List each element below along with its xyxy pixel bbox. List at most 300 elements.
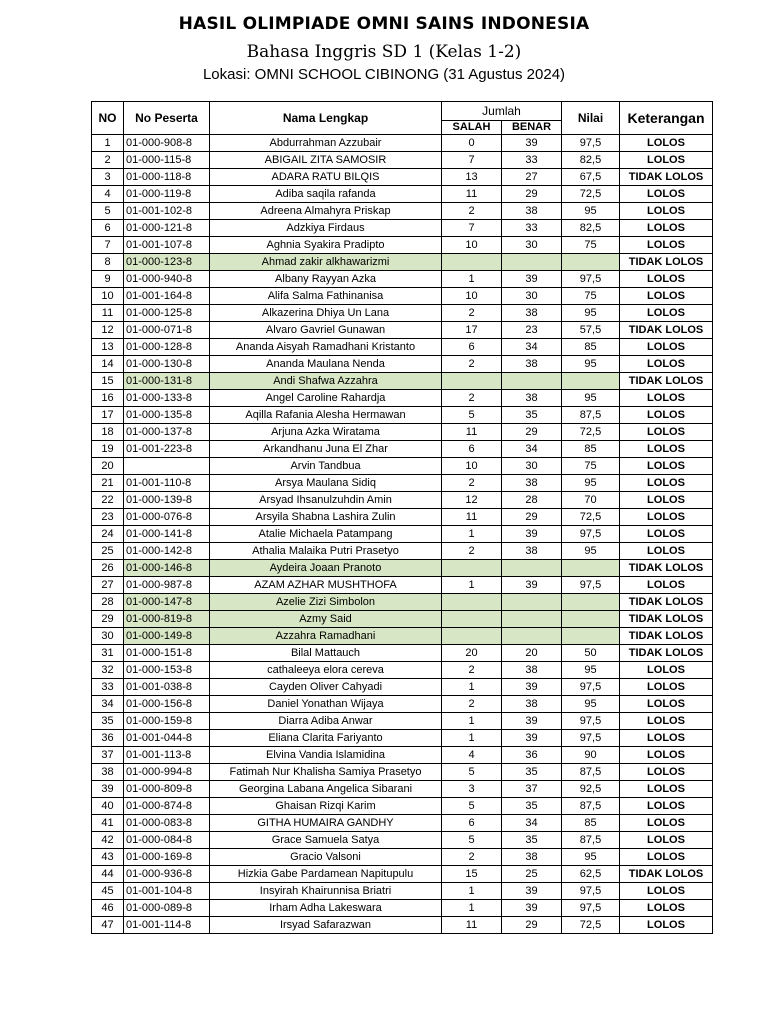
cell-no: 40 <box>92 798 124 815</box>
table-row <box>92 220 713 237</box>
cell-keterangan: LOLOS <box>620 492 713 509</box>
cell-salah: 4 <box>442 747 502 764</box>
cell-no-peserta: 01-001-114-8 <box>124 917 210 934</box>
cell-no-peserta: 01-000-076-8 <box>124 509 210 526</box>
cell-salah: 5 <box>442 764 502 781</box>
cell-benar: 38 <box>502 356 562 373</box>
cell-nama-lengkap: Alkazerina Dhiya Un Lana <box>210 305 442 322</box>
cell-benar: 30 <box>502 237 562 254</box>
cell-nilai <box>562 373 620 390</box>
table-row <box>92 288 713 305</box>
cell-nilai: 95 <box>562 543 620 560</box>
cell-benar: 39 <box>502 135 562 152</box>
cell-nama-lengkap: Atalie Michaela Patampang <box>210 526 442 543</box>
cell-no-peserta: 01-000-135-8 <box>124 407 210 424</box>
cell-keterangan: LOLOS <box>620 339 713 356</box>
cell-benar: 39 <box>502 900 562 917</box>
cell-salah: 6 <box>442 441 502 458</box>
cell-no-peserta: 01-000-147-8 <box>124 594 210 611</box>
cell-salah: 2 <box>442 390 502 407</box>
cell-nama-lengkap: Gracio Valsoni <box>210 849 442 866</box>
cell-no: 47 <box>92 917 124 934</box>
cell-no-peserta: 01-000-936-8 <box>124 866 210 883</box>
cell-benar: 38 <box>502 390 562 407</box>
cell-salah: 11 <box>442 509 502 526</box>
cell-no-peserta: 01-000-146-8 <box>124 560 210 577</box>
cell-nama-lengkap: Irsyad Safarazwan <box>210 917 442 934</box>
cell-nilai: 75 <box>562 458 620 475</box>
cell-no: 13 <box>92 339 124 356</box>
cell-benar: 38 <box>502 203 562 220</box>
cell-salah: 20 <box>442 645 502 662</box>
table-row <box>92 135 713 152</box>
cell-nilai: 95 <box>562 305 620 322</box>
cell-no: 24 <box>92 526 124 543</box>
cell-keterangan: LOLOS <box>620 220 713 237</box>
table-row <box>92 356 713 373</box>
cell-nama-lengkap: Arsyad Ihsanulzuhdin Amin <box>210 492 442 509</box>
cell-no-peserta: 01-000-089-8 <box>124 900 210 917</box>
cell-benar: 25 <box>502 866 562 883</box>
cell-nilai: 97,5 <box>562 900 620 917</box>
table-row <box>92 254 713 271</box>
cell-benar: 36 <box>502 747 562 764</box>
cell-no: 6 <box>92 220 124 237</box>
cell-no-peserta: 01-001-113-8 <box>124 747 210 764</box>
cell-keterangan: LOLOS <box>620 696 713 713</box>
cell-benar: 35 <box>502 407 562 424</box>
cell-no: 17 <box>92 407 124 424</box>
cell-nama-lengkap: Andi Shafwa Azzahra <box>210 373 442 390</box>
cell-nama-lengkap: Georgina Labana Angelica Sibarani <box>210 781 442 798</box>
cell-no: 3 <box>92 169 124 186</box>
cell-keterangan: LOLOS <box>620 203 713 220</box>
cell-nilai: 95 <box>562 203 620 220</box>
cell-nilai: 85 <box>562 441 620 458</box>
cell-salah: 5 <box>442 832 502 849</box>
cell-nama-lengkap: ADARA RATU BILQIS <box>210 169 442 186</box>
results-table <box>91 101 713 934</box>
cell-keterangan: TIDAK LOLOS <box>620 254 713 271</box>
cell-benar: 38 <box>502 849 562 866</box>
cell-no-peserta: 01-000-131-8 <box>124 373 210 390</box>
cell-benar: 29 <box>502 509 562 526</box>
cell-no-peserta: 01-000-121-8 <box>124 220 210 237</box>
cell-benar: 39 <box>502 577 562 594</box>
table-row <box>92 730 713 747</box>
cell-salah: 2 <box>442 662 502 679</box>
header-no: NO <box>92 102 124 135</box>
table-row <box>92 322 713 339</box>
cell-keterangan: LOLOS <box>620 747 713 764</box>
cell-nama-lengkap: Diarra Adiba Anwar <box>210 713 442 730</box>
location-line: Lokasi: OMNI SCHOOL CIBINONG (31 Agustus 2024) <box>202 66 566 83</box>
cell-keterangan: LOLOS <box>620 849 713 866</box>
cell-no-peserta: 01-000-118-8 <box>124 169 210 186</box>
cell-nama-lengkap: Angel Caroline Rahardja <box>210 390 442 407</box>
cell-benar: 35 <box>502 832 562 849</box>
cell-no-peserta: 01-001-102-8 <box>124 203 210 220</box>
cell-no-peserta: 01-000-809-8 <box>124 781 210 798</box>
cell-keterangan: LOLOS <box>620 781 713 798</box>
cell-keterangan: LOLOS <box>620 917 713 934</box>
cell-no-peserta: 01-000-123-8 <box>124 254 210 271</box>
cell-no-peserta: 01-000-149-8 <box>124 628 210 645</box>
table-row <box>92 203 713 220</box>
cell-nama-lengkap: Albany Rayyan Azka <box>210 271 442 288</box>
table-row <box>92 390 713 407</box>
cell-no: 45 <box>92 883 124 900</box>
cell-salah: 1 <box>442 900 502 917</box>
cell-keterangan: LOLOS <box>620 475 713 492</box>
cell-salah: 2 <box>442 203 502 220</box>
table-row <box>92 628 713 645</box>
cell-nama-lengkap: Arkandhanu Juna El Zhar <box>210 441 442 458</box>
cell-salah: 1 <box>442 883 502 900</box>
cell-nilai: 75 <box>562 288 620 305</box>
cell-salah: 5 <box>442 798 502 815</box>
cell-benar: 39 <box>502 730 562 747</box>
cell-salah: 15 <box>442 866 502 883</box>
page-subtitle: Bahasa Inggris SD 1 (Kelas 1-2) <box>246 42 522 62</box>
cell-no: 18 <box>92 424 124 441</box>
table-row <box>92 543 713 560</box>
cell-salah: 3 <box>442 781 502 798</box>
cell-no: 35 <box>92 713 124 730</box>
header-nama-lengkap: Nama Lengkap <box>210 102 442 135</box>
table-row <box>92 424 713 441</box>
table-row <box>92 832 713 849</box>
cell-keterangan: LOLOS <box>620 458 713 475</box>
header-jumlah: Jumlah <box>442 102 562 121</box>
cell-benar: 28 <box>502 492 562 509</box>
cell-nilai: 97,5 <box>562 679 620 696</box>
cell-salah: 0 <box>442 135 502 152</box>
cell-keterangan: LOLOS <box>620 713 713 730</box>
cell-salah: 2 <box>442 696 502 713</box>
cell-nilai: 95 <box>562 475 620 492</box>
cell-no: 5 <box>92 203 124 220</box>
cell-no-peserta: 01-000-128-8 <box>124 339 210 356</box>
cell-salah: 10 <box>442 288 502 305</box>
table-row <box>92 339 713 356</box>
cell-nama-lengkap: Bilal Mattauch <box>210 645 442 662</box>
cell-benar: 39 <box>502 713 562 730</box>
cell-benar <box>502 560 562 577</box>
cell-no: 46 <box>92 900 124 917</box>
cell-nama-lengkap: Aydeira Joaan Pranoto <box>210 560 442 577</box>
cell-no: 36 <box>92 730 124 747</box>
table-row <box>92 917 713 934</box>
cell-salah: 10 <box>442 237 502 254</box>
cell-no: 25 <box>92 543 124 560</box>
cell-keterangan: LOLOS <box>620 152 713 169</box>
cell-nilai: 92,5 <box>562 781 620 798</box>
cell-nilai: 70 <box>562 492 620 509</box>
cell-keterangan: LOLOS <box>620 186 713 203</box>
table-row <box>92 509 713 526</box>
cell-nilai: 62,5 <box>562 866 620 883</box>
table-row <box>92 271 713 288</box>
cell-keterangan: TIDAK LOLOS <box>620 611 713 628</box>
cell-salah: 6 <box>442 815 502 832</box>
table-row <box>92 611 713 628</box>
cell-no-peserta <box>124 458 210 475</box>
cell-no-peserta: 01-000-125-8 <box>124 305 210 322</box>
table-row <box>92 152 713 169</box>
cell-no: 4 <box>92 186 124 203</box>
cell-keterangan: LOLOS <box>620 798 713 815</box>
cell-no-peserta: 01-001-104-8 <box>124 883 210 900</box>
page-title: HASIL OLIMPIADE OMNI SAINS INDONESIA <box>178 14 590 34</box>
table-row <box>92 645 713 662</box>
cell-benar: 34 <box>502 441 562 458</box>
cell-nilai: 87,5 <box>562 832 620 849</box>
cell-nilai: 95 <box>562 696 620 713</box>
cell-nama-lengkap: Grace Samuela Satya <box>210 832 442 849</box>
cell-nilai: 87,5 <box>562 798 620 815</box>
cell-keterangan: LOLOS <box>620 883 713 900</box>
cell-nama-lengkap: Ahmad zakir alkhawarizmi <box>210 254 442 271</box>
table-row <box>92 781 713 798</box>
cell-nama-lengkap: AZAM AZHAR MUSHTHOFA <box>210 577 442 594</box>
cell-no-peserta: 01-000-084-8 <box>124 832 210 849</box>
cell-benar: 38 <box>502 475 562 492</box>
cell-no-peserta: 01-000-819-8 <box>124 611 210 628</box>
cell-no: 21 <box>92 475 124 492</box>
cell-no-peserta: 01-000-071-8 <box>124 322 210 339</box>
cell-nama-lengkap: Aqilla Rafania Alesha Hermawan <box>210 407 442 424</box>
cell-no: 1 <box>92 135 124 152</box>
cell-benar: 39 <box>502 883 562 900</box>
table-body <box>92 135 713 934</box>
cell-salah <box>442 594 502 611</box>
cell-no: 37 <box>92 747 124 764</box>
cell-salah: 2 <box>442 475 502 492</box>
cell-keterangan: LOLOS <box>620 730 713 747</box>
cell-benar: 29 <box>502 917 562 934</box>
cell-salah: 17 <box>442 322 502 339</box>
cell-nama-lengkap: Adzkiya Firdaus <box>210 220 442 237</box>
cell-salah: 1 <box>442 730 502 747</box>
cell-nama-lengkap: GITHA HUMAIRA GANDHY <box>210 815 442 832</box>
cell-no: 27 <box>92 577 124 594</box>
cell-benar: 33 <box>502 152 562 169</box>
cell-nilai: 72,5 <box>562 917 620 934</box>
cell-no-peserta: 01-001-107-8 <box>124 237 210 254</box>
cell-no: 2 <box>92 152 124 169</box>
cell-salah: 2 <box>442 356 502 373</box>
cell-nilai <box>562 594 620 611</box>
table-row <box>92 883 713 900</box>
cell-nilai: 97,5 <box>562 883 620 900</box>
cell-nama-lengkap: Alifa Salma Fathinanisa <box>210 288 442 305</box>
header-salah: SALAH <box>442 121 502 135</box>
cell-nilai: 82,5 <box>562 220 620 237</box>
cell-benar: 38 <box>502 662 562 679</box>
cell-benar <box>502 628 562 645</box>
cell-nama-lengkap: Arsyila Shabna Lashira Zulin <box>210 509 442 526</box>
cell-keterangan: TIDAK LOLOS <box>620 645 713 662</box>
header-nilai: Nilai <box>562 102 620 135</box>
cell-salah: 2 <box>442 305 502 322</box>
cell-keterangan: LOLOS <box>620 543 713 560</box>
cell-no: 28 <box>92 594 124 611</box>
cell-salah <box>442 628 502 645</box>
table-row <box>92 696 713 713</box>
cell-nilai <box>562 560 620 577</box>
cell-nama-lengkap: Cayden Oliver Cahyadi <box>210 679 442 696</box>
header-no-peserta: No Peserta <box>124 102 210 135</box>
cell-benar: 29 <box>502 424 562 441</box>
cell-nilai: 97,5 <box>562 713 620 730</box>
cell-salah: 1 <box>442 679 502 696</box>
cell-no: 14 <box>92 356 124 373</box>
table-row <box>92 713 713 730</box>
cell-no-peserta: 01-000-874-8 <box>124 798 210 815</box>
cell-benar: 34 <box>502 815 562 832</box>
cell-keterangan: TIDAK LOLOS <box>620 560 713 577</box>
cell-nilai: 97,5 <box>562 526 620 543</box>
table-row <box>92 560 713 577</box>
cell-no-peserta: 01-001-223-8 <box>124 441 210 458</box>
cell-nama-lengkap: Azzahra Ramadhani <box>210 628 442 645</box>
header-benar: BENAR <box>502 121 562 135</box>
table-row <box>92 407 713 424</box>
cell-nama-lengkap: Arjuna Azka Wiratama <box>210 424 442 441</box>
cell-no-peserta: 01-000-137-8 <box>124 424 210 441</box>
cell-salah <box>442 560 502 577</box>
cell-nilai: 67,5 <box>562 169 620 186</box>
cell-salah: 11 <box>442 186 502 203</box>
cell-keterangan: LOLOS <box>620 900 713 917</box>
cell-keterangan: LOLOS <box>620 526 713 543</box>
cell-keterangan: LOLOS <box>620 815 713 832</box>
cell-no: 9 <box>92 271 124 288</box>
table-row <box>92 849 713 866</box>
cell-no-peserta: 01-000-994-8 <box>124 764 210 781</box>
cell-keterangan: LOLOS <box>620 356 713 373</box>
cell-no: 26 <box>92 560 124 577</box>
cell-benar: 35 <box>502 764 562 781</box>
table-row <box>92 373 713 390</box>
cell-no: 12 <box>92 322 124 339</box>
cell-benar: 35 <box>502 798 562 815</box>
cell-nama-lengkap: Azmy Said <box>210 611 442 628</box>
table-row <box>92 866 713 883</box>
table-row <box>92 662 713 679</box>
cell-no: 20 <box>92 458 124 475</box>
cell-benar: 38 <box>502 543 562 560</box>
cell-nama-lengkap: Aghnia Syakira Pradipto <box>210 237 442 254</box>
cell-no: 31 <box>92 645 124 662</box>
cell-no-peserta: 01-001-038-8 <box>124 679 210 696</box>
table-row <box>92 492 713 509</box>
cell-salah: 6 <box>442 339 502 356</box>
cell-benar <box>502 254 562 271</box>
cell-benar: 33 <box>502 220 562 237</box>
cell-benar: 39 <box>502 271 562 288</box>
cell-keterangan: LOLOS <box>620 390 713 407</box>
cell-nama-lengkap: Ananda Aisyah Ramadhani Kristanto <box>210 339 442 356</box>
cell-nama-lengkap: Alvaro Gavriel Gunawan <box>210 322 442 339</box>
cell-benar: 39 <box>502 526 562 543</box>
table-row <box>92 900 713 917</box>
table-row <box>92 186 713 203</box>
cell-nama-lengkap: Daniel Yonathan Wijaya <box>210 696 442 713</box>
cell-no: 32 <box>92 662 124 679</box>
cell-nilai <box>562 628 620 645</box>
cell-no-peserta: 01-000-119-8 <box>124 186 210 203</box>
cell-nilai: 97,5 <box>562 271 620 288</box>
cell-nama-lengkap: Arsya Maulana Sidiq <box>210 475 442 492</box>
cell-nama-lengkap: Irham Adha Lakeswara <box>210 900 442 917</box>
cell-no-peserta: 01-000-141-8 <box>124 526 210 543</box>
table-row <box>92 764 713 781</box>
cell-no: 29 <box>92 611 124 628</box>
cell-no: 7 <box>92 237 124 254</box>
cell-no-peserta: 01-001-044-8 <box>124 730 210 747</box>
cell-keterangan: LOLOS <box>620 237 713 254</box>
cell-nama-lengkap: Eliana Clarita Fariyanto <box>210 730 442 747</box>
cell-salah: 5 <box>442 407 502 424</box>
cell-salah: 7 <box>442 152 502 169</box>
cell-salah: 12 <box>442 492 502 509</box>
cell-nama-lengkap: Abdurrahman Azzubair <box>210 135 442 152</box>
cell-salah: 1 <box>442 526 502 543</box>
cell-no-peserta: 01-000-139-8 <box>124 492 210 509</box>
cell-keterangan: LOLOS <box>620 509 713 526</box>
cell-no: 43 <box>92 849 124 866</box>
cell-no-peserta: 01-000-142-8 <box>124 543 210 560</box>
cell-keterangan: LOLOS <box>620 662 713 679</box>
cell-benar: 30 <box>502 288 562 305</box>
cell-keterangan: LOLOS <box>620 271 713 288</box>
table-row <box>92 798 713 815</box>
cell-no: 10 <box>92 288 124 305</box>
cell-salah: 2 <box>442 543 502 560</box>
cell-nilai: 95 <box>562 390 620 407</box>
table-row <box>92 679 713 696</box>
cell-benar: 27 <box>502 169 562 186</box>
cell-no-peserta: 01-000-151-8 <box>124 645 210 662</box>
cell-salah: 1 <box>442 577 502 594</box>
table-row <box>92 458 713 475</box>
cell-salah: 7 <box>442 220 502 237</box>
cell-nama-lengkap: Athalia Malaika Putri Prasetyo <box>210 543 442 560</box>
cell-no-peserta: 01-000-159-8 <box>124 713 210 730</box>
table-header-row <box>92 102 713 121</box>
cell-salah: 2 <box>442 849 502 866</box>
cell-nama-lengkap: Insyirah Khairunnisa Briatri <box>210 883 442 900</box>
cell-nilai <box>562 611 620 628</box>
cell-keterangan: TIDAK LOLOS <box>620 373 713 390</box>
cell-no-peserta: 01-000-940-8 <box>124 271 210 288</box>
table-row <box>92 475 713 492</box>
table-row <box>92 526 713 543</box>
cell-nilai: 50 <box>562 645 620 662</box>
cell-salah: 10 <box>442 458 502 475</box>
cell-benar <box>502 373 562 390</box>
cell-nilai: 97,5 <box>562 730 620 747</box>
cell-nilai: 95 <box>562 356 620 373</box>
cell-no: 39 <box>92 781 124 798</box>
cell-no: 16 <box>92 390 124 407</box>
cell-no: 44 <box>92 866 124 883</box>
cell-nilai: 97,5 <box>562 135 620 152</box>
cell-no-peserta: 01-001-164-8 <box>124 288 210 305</box>
cell-nama-lengkap: Ghaisan Rizqi Karim <box>210 798 442 815</box>
